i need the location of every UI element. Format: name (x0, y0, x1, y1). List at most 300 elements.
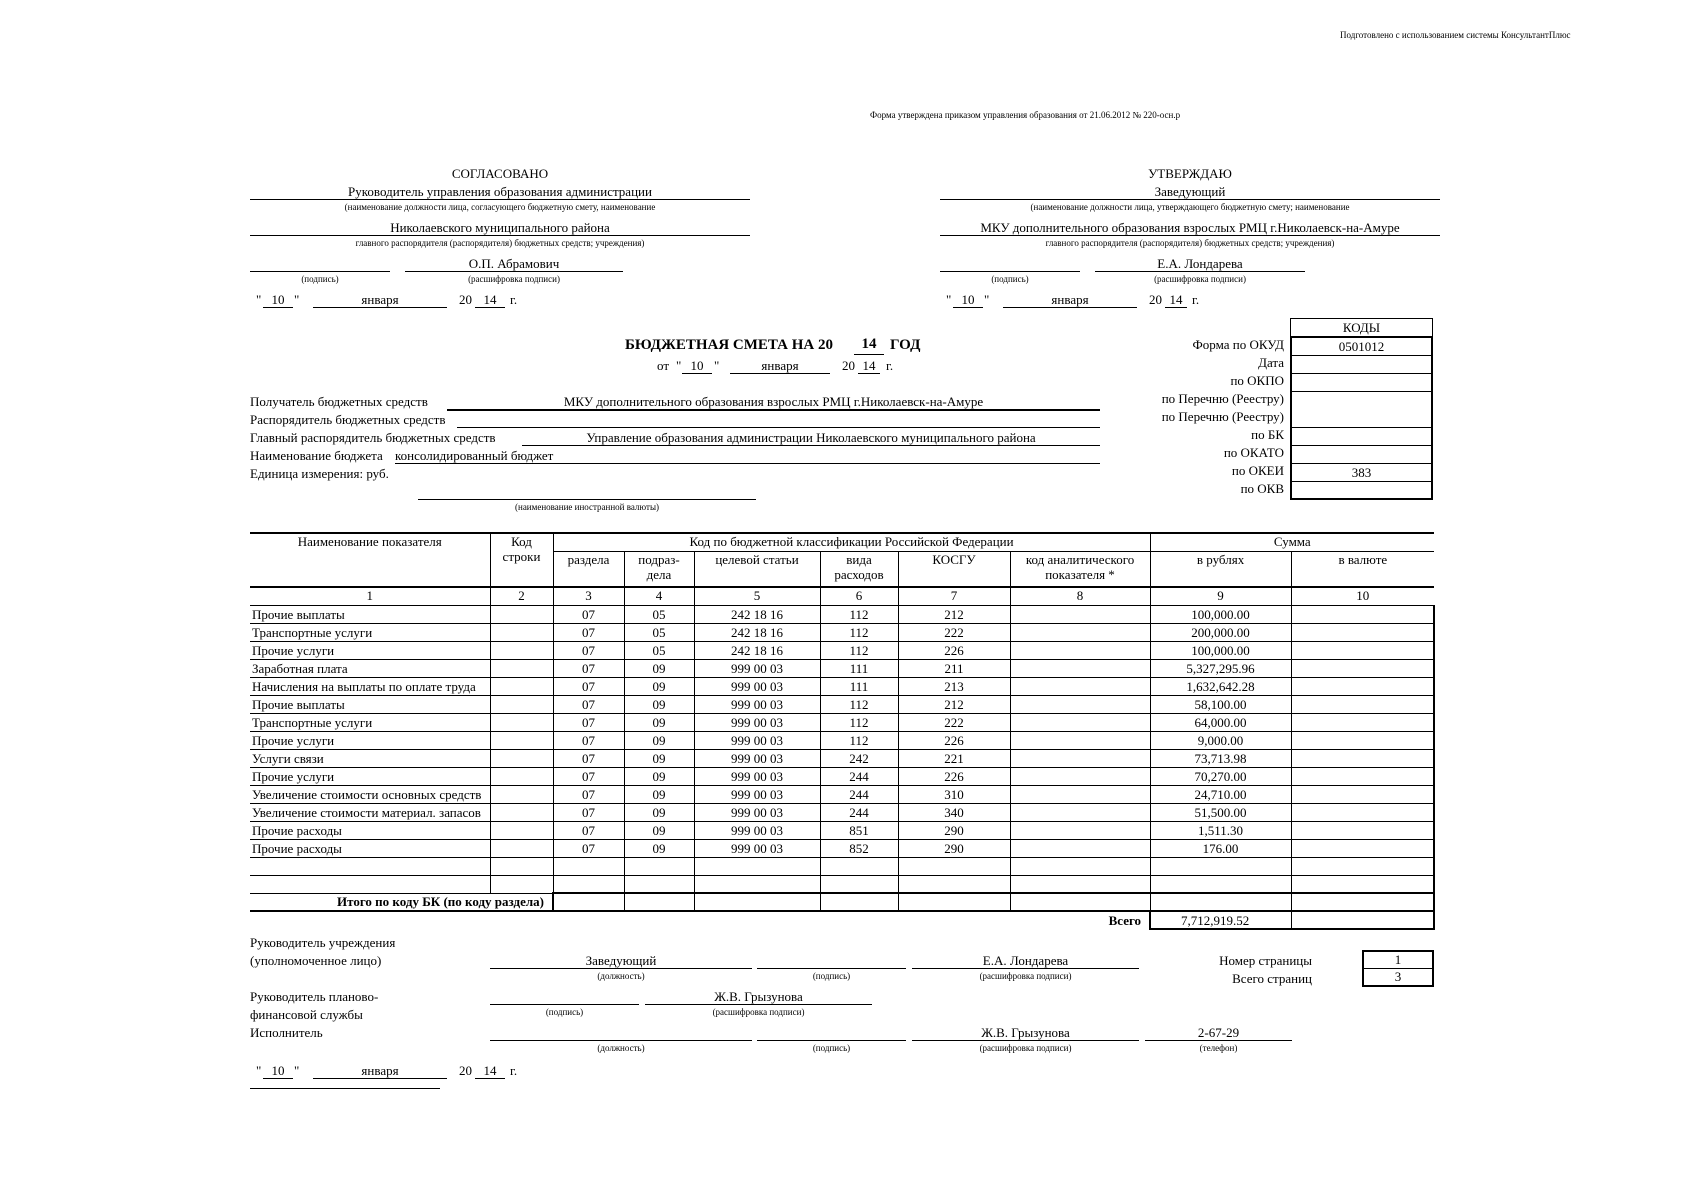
cell-kind: 244 (820, 803, 898, 821)
cell-rub: 1,511.30 (1150, 821, 1291, 839)
footer-year-suffix: г. (510, 1063, 518, 1078)
title-text: БЮДЖЕТНАЯ СМЕТА НА 20 (625, 337, 834, 353)
recipient-label: Получатель бюджетных средств (250, 394, 428, 409)
cell-cur (1291, 875, 1434, 893)
approve-decode-caption: (расшифровка подписи) (1154, 274, 1246, 284)
cell-name (250, 875, 490, 893)
cell-sub: 09 (624, 695, 694, 713)
exec-phone: 2-67-29 (1145, 1025, 1292, 1041)
subtotal-kind (820, 893, 898, 911)
cell-cur (1291, 785, 1434, 803)
cell-rub: 1,632,642.28 (1150, 677, 1291, 695)
exec-signer: Ж.В. Грызунова (912, 1025, 1139, 1041)
agreed-month: января (313, 292, 447, 308)
cell-cur (1291, 713, 1434, 731)
codes-labels (1100, 336, 1284, 498)
cell-kind: 112 (820, 605, 898, 623)
header-kind: вида расходов (820, 551, 898, 587)
currency-caption: (наименование иностранной валюты) (515, 502, 659, 512)
cell-name: Увеличение стоимости основных средств (250, 785, 490, 803)
table-row (250, 821, 1434, 839)
table-row (250, 803, 1434, 821)
table-row (250, 857, 1434, 875)
cell-an (1010, 659, 1150, 677)
approve-signer: Е.А. Лондарева (1095, 256, 1305, 272)
cell-sec: 07 (553, 839, 624, 857)
cell-name: Транспортные услуги (250, 713, 490, 731)
cell-kosgu: 211 (898, 659, 1010, 677)
cell-sec: 07 (553, 767, 624, 785)
page-box (1362, 950, 1434, 987)
header-num-6: 6 (820, 587, 898, 605)
header-name: Наименование показателя (250, 533, 490, 587)
cell-kosgu: 222 (898, 623, 1010, 641)
cell-kind: 851 (820, 821, 898, 839)
cell-rub: 176.00 (1150, 839, 1291, 857)
cell-kosgu: 221 (898, 749, 1010, 767)
agreed-decode-caption: (расшифровка подписи) (468, 274, 560, 284)
agreed-position-caption: (наименование должности лица, согласующего бюджетную смету, наименование (344, 202, 656, 212)
approve-year: 14 (1165, 292, 1187, 308)
cell-sec: 07 (553, 749, 624, 767)
codes-label-registry-2: по Перечню (Реестру) (1161, 409, 1284, 424)
cell-kind: 112 (820, 731, 898, 749)
approve-year-suffix: г. (1192, 292, 1200, 307)
cell-sec: 07 (553, 623, 624, 641)
cell-sec: 07 (553, 605, 624, 623)
cell-rub: 70,270.00 (1150, 767, 1291, 785)
agreed-org-caption: главного распорядителя (распорядителя) бюджетных средств; учреждения) (355, 238, 645, 248)
header-rub: в рублях (1150, 551, 1291, 587)
cell-code (490, 623, 553, 641)
cell-name: Прочие выплаты (250, 695, 490, 713)
approve-sign-caption: (подпись) (991, 274, 1029, 284)
cell-sub: 09 (624, 821, 694, 839)
cell-code (490, 713, 553, 731)
agreed-sign-caption: (подпись) (301, 274, 339, 284)
pages-label: Всего страниц (1232, 971, 1312, 986)
cell-an (1010, 875, 1150, 893)
fin-label-2: финансовой службы (250, 1007, 363, 1022)
header-num-1: 1 (250, 587, 490, 605)
cell-cur (1291, 659, 1434, 677)
exec-label: Исполнитель (250, 1025, 323, 1040)
fin-cap-sign: (подпись) (545, 1007, 584, 1017)
cell-sub (624, 857, 694, 875)
cell-target: 999 00 03 (694, 803, 820, 821)
cell-sub: 09 (624, 839, 694, 857)
cell-an (1010, 731, 1150, 749)
total-cur (1291, 911, 1434, 929)
exec-cap-sign: (подпись) (812, 1043, 851, 1053)
footer-day: 10 (263, 1063, 293, 1079)
cell-target: 999 00 03 (694, 821, 820, 839)
cell-an (1010, 695, 1150, 713)
codes-label-okpo: по ОКПО (1230, 373, 1284, 388)
cell-code (490, 803, 553, 821)
agreed-year-suffix: г. (510, 292, 518, 307)
budget-label: Наименование бюджета (250, 448, 383, 463)
title-day: 10 (682, 358, 712, 374)
budget-table (250, 532, 1435, 930)
title-year: 14 (854, 337, 884, 355)
top-note: Подготовлено с использованием системы КонсультантПлюс (1340, 30, 1571, 40)
cell-rub: 51,500.00 (1150, 803, 1291, 821)
codes-value-registry (1292, 392, 1431, 428)
cell-rub: 200,000.00 (1150, 623, 1291, 641)
cell-kind (820, 875, 898, 893)
codes-label-okato: по ОКАТО (1223, 445, 1284, 460)
cell-name: Прочие расходы (250, 839, 490, 857)
header-numbers (250, 587, 1434, 605)
footer-quote-open: " (256, 1063, 262, 1078)
cell-cur (1291, 695, 1434, 713)
recipient-value: МКУ дополнительного образования взрослых РМЦ г.Николаевск-на-Амуре (447, 394, 1100, 411)
cell-kind: 111 (820, 677, 898, 695)
table-row (250, 767, 1434, 785)
cell-sub: 09 (624, 677, 694, 695)
codes-label-okei: по ОКЕИ (1231, 463, 1284, 478)
header-num-10: 10 (1291, 587, 1434, 605)
exec-position (490, 1025, 752, 1041)
cell-sub: 05 (624, 641, 694, 659)
cell-name (250, 857, 490, 875)
cell-code (490, 695, 553, 713)
cell-an (1010, 749, 1150, 767)
cell-target: 999 00 03 (694, 839, 820, 857)
table-row (250, 785, 1434, 803)
cell-target: 999 00 03 (694, 695, 820, 713)
subtotal-target (694, 893, 820, 911)
currency-line (418, 484, 756, 500)
exec-cap-phone: (телефон) (1199, 1043, 1238, 1053)
cell-code (490, 767, 553, 785)
codes-label-bk: по БК (1251, 427, 1284, 442)
approve-sign-line (940, 256, 1080, 272)
header-num-3: 3 (553, 587, 624, 605)
cell-sec: 07 (553, 659, 624, 677)
cell-code (490, 821, 553, 839)
cell-name: Транспортные услуги (250, 623, 490, 641)
cell-an (1010, 803, 1150, 821)
table-row (250, 713, 1434, 731)
approve-month: января (1003, 292, 1137, 308)
cell-sec: 07 (553, 731, 624, 749)
cell-code (490, 839, 553, 857)
cell-name: Прочие услуги (250, 767, 490, 785)
cell-an (1010, 785, 1150, 803)
approve-org: МКУ дополнительного образования взрослых РМЦ г.Николаевск-на-Амуре (940, 220, 1440, 236)
cell-sub (624, 875, 694, 893)
cell-target: 999 00 03 (694, 767, 820, 785)
cell-an (1010, 641, 1150, 659)
cell-name: Начисления на выплаты по оплате труда (250, 677, 490, 695)
approve-org-caption: главного распорядителя (распорядителя) бюджетных средств; учреждения) (1045, 238, 1335, 248)
header-classification: Код по бюджетной классификации Российской Федерации (553, 533, 1150, 551)
codes-value-okpo (1292, 374, 1431, 392)
total-row (250, 911, 1434, 929)
page-value: 1 (1364, 952, 1432, 969)
cell-name: Прочие расходы (250, 821, 490, 839)
cell-rub: 24,710.00 (1150, 785, 1291, 803)
cell-kosgu: 340 (898, 803, 1010, 821)
title-from: от (657, 358, 670, 373)
cell-sub: 09 (624, 767, 694, 785)
cell-kind: 242 (820, 749, 898, 767)
title-year-suffix: г. (886, 358, 894, 373)
cell-sec: 07 (553, 803, 624, 821)
cell-kosgu: 226 (898, 641, 1010, 659)
cell-kind: 244 (820, 785, 898, 803)
fin-label-1: Руководитель планово- (250, 989, 379, 1004)
cell-sub: 05 (624, 623, 694, 641)
cell-sub: 09 (624, 803, 694, 821)
approve-quote-close: " (984, 292, 990, 307)
header-code: Код строки (490, 533, 553, 587)
fin-signer: Ж.В. Грызунова (645, 989, 872, 1005)
cell-sub: 05 (624, 605, 694, 623)
cell-kind: 111 (820, 659, 898, 677)
approve-year-prefix: 20 (1149, 292, 1162, 307)
title-quote-close: " (714, 358, 720, 373)
cell-cur (1291, 803, 1434, 821)
table-row (250, 875, 1434, 893)
fin-sign (490, 989, 639, 1005)
agreed-quote-close: " (294, 292, 300, 307)
table-row (250, 641, 1434, 659)
cell-kind (820, 857, 898, 875)
cell-rub: 9,000.00 (1150, 731, 1291, 749)
cell-sub: 09 (624, 785, 694, 803)
agreed-year-prefix: 20 (459, 292, 472, 307)
cell-kind: 112 (820, 641, 898, 659)
subtotal-sec (553, 893, 624, 911)
unit-label: Единица измерения: руб. (250, 466, 389, 481)
head-cap-sign: (подпись) (812, 971, 851, 981)
cell-kind: 112 (820, 695, 898, 713)
cell-kind: 112 (820, 713, 898, 731)
cell-name: Увеличение стоимости материал. запасов (250, 803, 490, 821)
header-num-2: 2 (490, 587, 553, 605)
main-manager-label: Главный распорядитель бюджетных средств (250, 430, 496, 445)
cell-kosgu: 212 (898, 695, 1010, 713)
agreed-position: Руководитель управления образования администрации (250, 184, 750, 200)
cell-kind: 244 (820, 767, 898, 785)
cell-kosgu: 213 (898, 677, 1010, 695)
cell-target: 242 18 16 (694, 605, 820, 623)
cell-code (490, 659, 553, 677)
cell-sec: 07 (553, 695, 624, 713)
cell-an (1010, 677, 1150, 695)
header-sum: Сумма (1150, 533, 1434, 551)
cell-target: 999 00 03 (694, 749, 820, 767)
cell-sec: 07 (553, 677, 624, 695)
header-cur: в валюте (1291, 551, 1434, 587)
agreed-year: 14 (475, 292, 505, 308)
footer-month: января (313, 1063, 447, 1079)
cell-sub: 09 (624, 731, 694, 749)
cell-cur (1291, 623, 1434, 641)
cell-code (490, 641, 553, 659)
cell-rub: 73,713.98 (1150, 749, 1291, 767)
cell-kosgu: 226 (898, 767, 1010, 785)
cell-sub: 09 (624, 659, 694, 677)
fin-cap-decode: (расшифровка подписи) (712, 1007, 805, 1017)
table-row (250, 731, 1434, 749)
cell-an (1010, 839, 1150, 857)
codes-value-okei: 383 (1292, 464, 1431, 482)
cell-rub: 100,000.00 (1150, 605, 1291, 623)
exec-cap-decode: (расшифровка подписи) (979, 1043, 1072, 1053)
manager-label: Распорядитель бюджетных средств (250, 412, 446, 427)
exec-cap-position: (должность) (597, 1043, 645, 1053)
approve-position: Заведующий (940, 184, 1440, 200)
cell-target: 999 00 03 (694, 677, 820, 695)
cell-name: Прочие услуги (250, 641, 490, 659)
head-label-1: Руководитель учреждения (250, 935, 396, 950)
title-suffix: ГОД (890, 337, 921, 353)
cell-code (490, 677, 553, 695)
main-manager-value: Управление образования администрации Николаевского муниципального района (522, 430, 1100, 446)
footer-quote-close: " (294, 1063, 300, 1078)
codes-box (1290, 336, 1433, 500)
agreed-day: 10 (263, 292, 293, 308)
cell-kind: 112 (820, 623, 898, 641)
cell-cur (1291, 767, 1434, 785)
cell-cur (1291, 731, 1434, 749)
cell-target: 999 00 03 (694, 731, 820, 749)
header-analytic: код аналитического показателя * (1010, 551, 1150, 587)
cell-cur (1291, 641, 1434, 659)
subtotal-an (1010, 893, 1150, 911)
header-subsection: подраз-дела (624, 551, 694, 587)
cell-sec: 07 (553, 713, 624, 731)
table-row (250, 677, 1434, 695)
subtotal-rub (1150, 893, 1291, 911)
cell-sub: 09 (624, 713, 694, 731)
codes-label-date: Дата (1258, 355, 1284, 370)
cell-sub: 09 (624, 749, 694, 767)
head-cap-decode: (расшифровка подписи) (979, 971, 1072, 981)
cell-target: 242 18 16 (694, 623, 820, 641)
header-target: целевой статьи (694, 551, 820, 587)
header-num-8: 8 (1010, 587, 1150, 605)
cell-name: Прочие услуги (250, 731, 490, 749)
cell-sec: 07 (553, 641, 624, 659)
cell-kind: 852 (820, 839, 898, 857)
cell-name: Прочие выплаты (250, 605, 490, 623)
cell-cur (1291, 749, 1434, 767)
cell-kosgu: 222 (898, 713, 1010, 731)
table-row (250, 839, 1434, 857)
subtotal-label: Итого по коду БК (по коду раздела) (250, 893, 553, 911)
table-row (250, 605, 1434, 623)
cell-sec: 07 (553, 785, 624, 803)
pages-value: 3 (1394, 969, 1402, 984)
cell-cur (1291, 839, 1434, 857)
cell-sec: 07 (553, 821, 624, 839)
head-signer: Е.А. Лондарева (912, 953, 1139, 969)
cell-rub: 100,000.00 (1150, 641, 1291, 659)
codes-value-okv (1292, 482, 1431, 498)
cell-target: 999 00 03 (694, 785, 820, 803)
title-month: января (730, 358, 830, 374)
codes-header: КОДЫ (1290, 318, 1433, 337)
cell-target: 999 00 03 (694, 659, 820, 677)
codes-value-bk (1292, 428, 1431, 446)
head-cap-position: (должность) (597, 971, 645, 981)
manager-value (457, 412, 1100, 428)
approve-heading: УТВЕРЖДАЮ (1148, 166, 1232, 181)
head-sign (757, 953, 906, 969)
cell-kosgu: 290 (898, 821, 1010, 839)
cell-target: 242 18 16 (694, 641, 820, 659)
agreed-signer: О.П. Абрамович (405, 256, 623, 272)
title-quote-open: " (676, 358, 682, 373)
cell-code (490, 875, 553, 893)
cell-kosgu: 310 (898, 785, 1010, 803)
footer-bottom-line (250, 1088, 440, 1089)
approve-day: 10 (953, 292, 983, 308)
codes-label-okv: по ОКВ (1240, 481, 1284, 496)
cell-kosgu (898, 857, 1010, 875)
cell-rub (1150, 875, 1291, 893)
cell-cur (1291, 605, 1434, 623)
cell-rub (1150, 857, 1291, 875)
codes-value-date (1292, 356, 1431, 374)
cell-name: Услуги связи (250, 749, 490, 767)
cell-an (1010, 713, 1150, 731)
header-num-5: 5 (694, 587, 820, 605)
subtotal-kosgu (898, 893, 1010, 911)
cell-an (1010, 767, 1150, 785)
exec-sign (757, 1025, 906, 1041)
header-num-7: 7 (898, 587, 1010, 605)
header-kosgu: КОСГУ (898, 551, 1010, 587)
subtotal-sub (624, 893, 694, 911)
table-row (250, 695, 1434, 713)
cell-sec (553, 875, 624, 893)
cell-an (1010, 821, 1150, 839)
codes-value-okud: 0501012 (1292, 338, 1431, 356)
codes-value-okato (1292, 446, 1431, 464)
cell-target (694, 875, 820, 893)
title-year-prefix: 20 (842, 358, 855, 373)
cell-an (1010, 857, 1150, 875)
cell-cur (1291, 677, 1434, 695)
cell-rub: 5,327,295.96 (1150, 659, 1291, 677)
form-note: Форма утверждена приказом управления образования от 21.06.2012 № 220-осн.р (870, 110, 1181, 120)
cell-name: Заработная плата (250, 659, 490, 677)
cell-an (1010, 605, 1150, 623)
footer-year-prefix: 20 (459, 1063, 472, 1078)
cell-target (694, 857, 820, 875)
cell-kosgu: 290 (898, 839, 1010, 857)
codes-label-okud: Форма по ОКУД (1192, 337, 1284, 352)
footer-year: 14 (475, 1063, 505, 1079)
subtotal-row (250, 893, 1434, 911)
approve-quote-open: " (946, 292, 952, 307)
cell-target: 999 00 03 (694, 713, 820, 731)
table-row (250, 623, 1434, 641)
cell-code (490, 857, 553, 875)
agreed-heading: СОГЛАСОВАНО (451, 166, 549, 181)
cell-rub: 58,100.00 (1150, 695, 1291, 713)
cell-sec (553, 857, 624, 875)
agreed-quote-open: " (256, 292, 262, 307)
codes-label-registry-1: по Перечню (Реестру) (1161, 391, 1284, 406)
cell-cur (1291, 821, 1434, 839)
